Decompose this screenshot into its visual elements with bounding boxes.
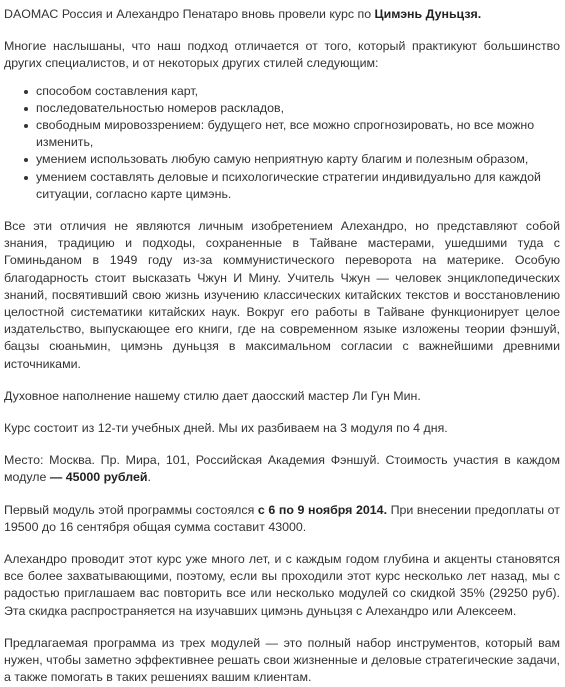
approach-paragraph: Многие наслышаны, что наш подход отличается от того, который практикуют большинство других специалистов, и от некоторых других стилей следующим: — [4, 39, 560, 71]
bullet-icon — [24, 176, 28, 180]
place-text: Место: Москва. Пр. Мира, 101, Российская Академия Фэншуй. Стоимость участия в каждом модуле — [4, 453, 560, 485]
differences-paragraph: Все эти отличия не являются личным изобретением Алехандро, но представляют собой знания, традицию и подходы, сохраненные в Тайване мастерами, ушедшими туда с Гоминьданом в 1949 году из-за коммунистического переворота на материке. Особую благодарность стоит высказать Чжун И Мину. Учитель Чжун — человек энциклопедических знаний, посвятивший свою жизнь изучению классических китайских текстов и восстановлению целостной систематики китайских наук. Вокруг его работы в Тайване функционирует целое издательство, выпускающее его книги, где на современном языке изложены теории фэншуй, бацзы сюаньмин, цимэнь дуньцзя в максимальном согласии с важнейшими древними источниками. — [4, 219, 560, 371]
place-paragraph — [4, 452, 560, 486]
list-item-text: последовательностью номеров раскладов, — [36, 100, 285, 115]
bullet-icon — [24, 90, 28, 94]
first-module-dates: с 6 по 9 ноября 2014. — [257, 502, 388, 517]
program-paragraph: Предлагаемая программа из трех модулей — это полный набор инструментов, который вам нужен, чтобы заметно эффективнее решать свои жизненные и деловые стратегические задачи, а также помогать в таких решениях вашим клиентам. — [4, 635, 560, 685]
alejandro-paragraph: Алехандро проводит этот курс уже много лет, и с каждым годом глубина и акценты становятся все более захватывающими, поэтому, если вы проходили этот курс несколько лет назад, мы с радостью приглашаем вас повторить все или несколько модулей со скидкой 35% (29250 руб). Эта скидка распространяется на изучавших цимэнь дуньцзя с Алехандро или Алексеем. — [4, 552, 560, 618]
list-item — [36, 100, 560, 117]
intro-course-name: Цимэнь Дуньцзя. — [374, 7, 482, 21]
list-item-text: свободным мировоззрением: будущего нет, все можно спрогнозировать, но все можно изменить, — [36, 118, 535, 150]
list-item — [36, 169, 560, 203]
list-item-text: умением использовать любую самую неприятную карту благим и полезным образом, — [36, 152, 529, 167]
differences-list — [4, 83, 560, 203]
place-end: . — [147, 470, 151, 485]
course-paragraph: Курс состоит из 12-ти учебных дней. Мы их разбиваем на 3 модуля по 4 дня. — [4, 421, 448, 436]
article-body — [4, 6, 560, 687]
list-item-text: умением составлять деловые и психологические стратегии индивидуально для каждой ситуации, согласно карте цимэнь. — [36, 169, 541, 201]
intro-paragraph — [4, 6, 560, 23]
first-module-prepay: При внесении предоплаты от 19500 до 16 сентября общая сумма составит 43000. — [4, 502, 560, 534]
first-module-paragraph — [4, 502, 560, 536]
list-item — [36, 117, 560, 151]
list-item-text: способом составления карт, — [36, 83, 199, 98]
spiritual-paragraph: Духовное наполнение нашему стилю дает даосский мастер Ли Гун Мин. — [4, 388, 421, 403]
bullet-icon — [24, 158, 28, 162]
intro-text: DAOMAC Россия и Алехандро Пенатаро вновь провели курс по — [4, 7, 375, 21]
list-item — [36, 151, 560, 168]
bullet-icon — [24, 107, 28, 111]
first-module-text: Первый модуль этой программы состоялся — [4, 502, 258, 517]
price: — 45000 рублей — [49, 470, 148, 485]
bullet-icon — [24, 124, 28, 128]
list-item — [36, 83, 560, 100]
